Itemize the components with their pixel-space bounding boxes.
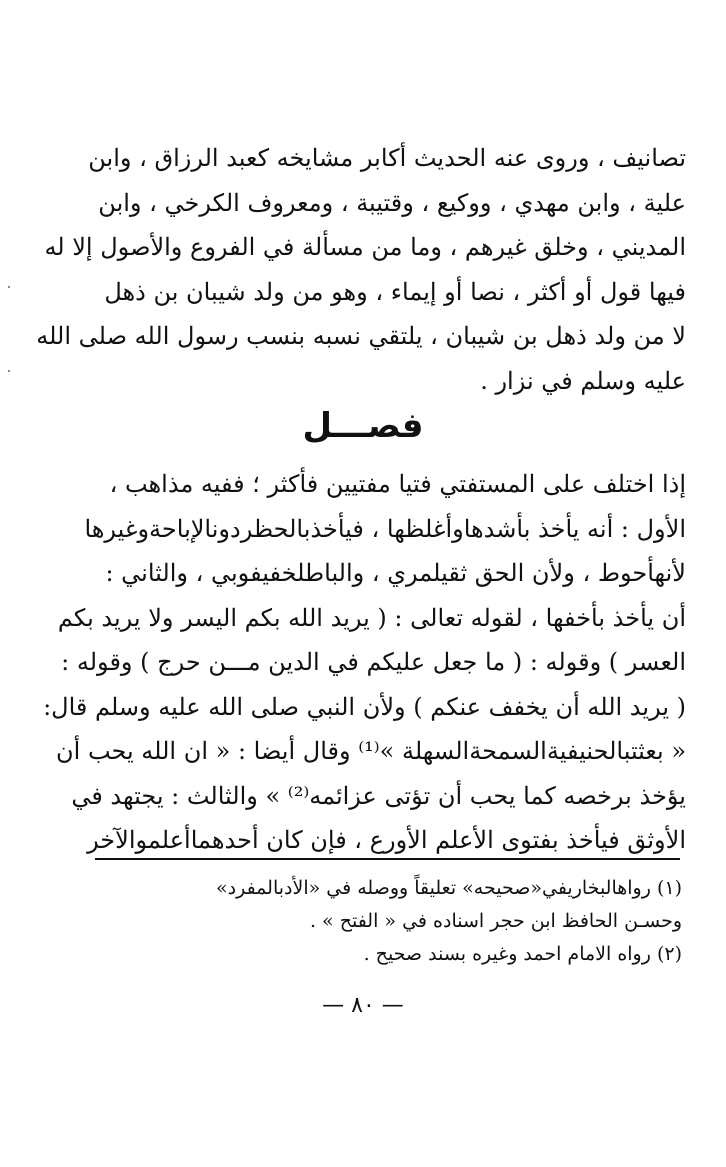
text-line: لأنهأحوط ، ولأن الحق ثقيلمري ، والباطلخفيفوبي ، والثاني : — [105, 559, 686, 587]
text-line: يؤخذ برخصه كما يحب أن تؤتى عزائمه⁽²⁾ » والثالث : يجتهد في — [71, 781, 686, 810]
footnote-line: (١) رواهالبخاريفي«صحيحه» تعليقاً ووصله في «الأدبالمفرد» — [216, 877, 682, 899]
scan-edge-mark — [8, 286, 10, 288]
scan-edge-mark — [8, 370, 10, 372]
text-line: تصانيف ، وروى عنه الحديث أكابر مشايخه كعبد الرزاق ، وابن — [88, 144, 686, 172]
paragraph-biography — [36, 136, 686, 403]
text-line: الأول : أنه يأخذ بأشدهاوأغلظها ، فيأخذبالحظردونالإباحةوغيرها — [84, 514, 686, 543]
page-number: — ٨٠ — — [322, 993, 404, 1018]
paragraph-fatwa-opinions — [43, 462, 686, 863]
footnote-separator — [95, 858, 680, 860]
text-line: الأوثق فيأخذ بفتوى الأعلم الأورع ، فإن كان أحدهماأعلموالآخر — [87, 826, 686, 854]
text-line: العسر ) وقوله : ( ما جعل عليكم في الدين مـــن حرج ) وقوله : — [61, 648, 686, 676]
text-line: « بعثتبالحنيفيةالسمحةالسهلة »⁽¹⁾ وقال أيضا : « ان الله يحب أن — [56, 737, 686, 765]
text-line: عليه وسلم في نزار . — [480, 366, 686, 395]
text-line: المديني ، وخلق غيرهم ، وما من مسألة في الفروع والأصول إلا له — [44, 233, 686, 261]
footnote-line: (٢) رواه الامام احمد وغيره بسند صحيح . — [363, 943, 682, 965]
text-line: أن يأخذ بأخفها ، لقوله تعالى : ( يريد الله بكم اليسر ولا يريد بكم — [57, 603, 686, 632]
text-line: إذا اختلف على المستفتي فتيا مفتيين فأكثر ؛ ففيه مذاهب ، — [109, 470, 686, 498]
text-line: لا من ولد ذهل بن شيبان ، يلتقي نسبه بنسب رسول الله صلى الله — [36, 322, 686, 350]
text-line: علية ، وابن مهدي ، ووكيع ، وقتيبة ، ومعروف الكرخي ، وابن — [98, 188, 686, 217]
footnote-line: وحسـن الحافظ ابن حجر اسناده في « الفتح » . — [309, 910, 682, 932]
section-heading: فصـــل — [302, 406, 424, 446]
text-line: فيها قول أو أكثر ، نصا أو إيماء ، وهو من ولد شيبان بن ذهل — [104, 277, 686, 306]
text-line: ( يريد الله أن يخفف عنكم ) ولأن النبي صلى الله عليه وسلم قال: — [43, 692, 686, 721]
footnotes — [92, 872, 682, 971]
